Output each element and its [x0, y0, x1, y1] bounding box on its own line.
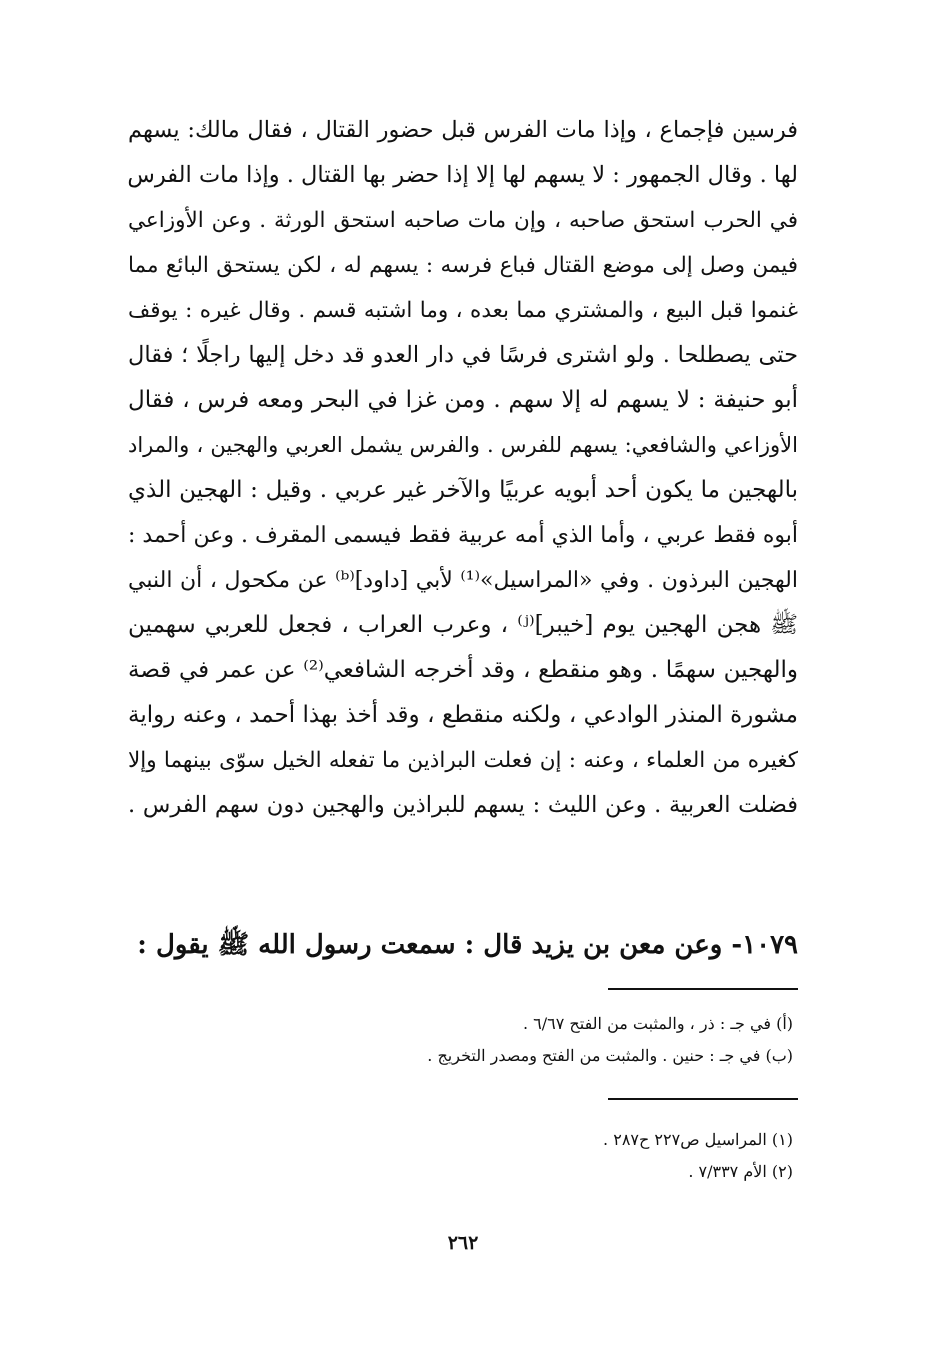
text-line: الأوزاعي والشافعي: يسهم للفرس . والفرس يشمل العربي والهجين ، والمراد: [128, 433, 798, 457]
text-line: فرسين فإجماع ، وإذا مات الفرس قبل حضور القتال ، فقال مالك: يسهم: [128, 117, 798, 143]
text-line: بالهجين ما يكون أحد أبويه عربيًا والآخر غير عربي . وقيل : الهجين الذي: [128, 477, 798, 503]
text-line: ﷺ هجن الهجين يوم [خيبر]⁽ʲ⁾ ، وعرب العراب ، فجعل للعربي سهمين: [128, 612, 799, 638]
footnote-divider: [608, 988, 798, 990]
text-line: في الحرب استحق صاحبه ، وإن مات صاحبه استحق الورثة . وعن الأوزاعي: [128, 208, 798, 233]
variant-footnotes: [128, 1008, 793, 1072]
body-text: [128, 108, 798, 828]
footnote: (٢) الأم ٧/٣٣٧ .: [688, 1162, 793, 1181]
text-line: فيمن وصل إلى موضع القتال فباع فرسه : يسهم له ، لكن يستحق البائع مما: [128, 253, 798, 278]
footnote: (ب) في جـ : حنين . والمثبت من الفتح ومصدر التخريج .: [427, 1046, 793, 1065]
footnote: (١) المراسيل ص٢٢٧ ح٢٨٧ .: [603, 1130, 793, 1149]
text-line: مشورة المنذر الوادعي ، ولكنه منقطع ، وقد أخذ بهذا أحمد ، وعنه رواية: [128, 702, 798, 728]
text-line: غنموا قبل البيع ، والمشتري مما بعده ، وما اشتبه قسم . وقال غيره : يوقف: [128, 298, 798, 323]
text-line: حتى يصطلحا . ولو اشترى فرسًا في دار العدو قد دخل إليها راجلًا ؛ فقال: [128, 342, 798, 368]
text-line: فضلت العربية . وعن الليث : يسهم للبراذين والهجين دون سهم الفرس .: [128, 792, 798, 818]
text-line: لها . وقال الجمهور : لا يسهم لها إلا إذا حضر بها القتال . وإذا مات الفرس: [127, 162, 798, 188]
text-line: أبوه فقط عربي ، وأما الذي أمه عربية فقط فيسمى المقرف . وعن أحمد :: [128, 523, 798, 548]
source-footnotes: [128, 1124, 793, 1188]
page-number: ٢٦٢: [447, 1232, 479, 1254]
text-line: والهجين سهمًا . وهو منقطع ، وقد أخرجه الشافعي⁽²⁾ عن عمر في قصة: [128, 657, 798, 683]
text-line: الهجين البرذون . وفي «المراسيل»⁽¹⁾ لأبي [داود]⁽ᵇ⁾ عن مكحول ، أن النبي: [128, 568, 798, 593]
text-line: أبو حنيفة : لا يسهم له إلا سهم . ومن غزا في البحر ومعه فرس ، فقال: [128, 387, 798, 413]
footnote: (أ) في جـ : ذر ، والمثبت من الفتح ٦/٦٧ .: [523, 1014, 793, 1033]
footnote-divider: [608, 1098, 798, 1100]
hadith-heading: ١٠٧٩- وعن معن بن يزيد قال : سمعت رسول الله ﷺ يقول :: [137, 930, 798, 960]
text-line: كغيره من العلماء ، وعنه : إن فعلت البراذين ما تفعله الخيل سوّى بينهما وإلا: [128, 748, 798, 773]
